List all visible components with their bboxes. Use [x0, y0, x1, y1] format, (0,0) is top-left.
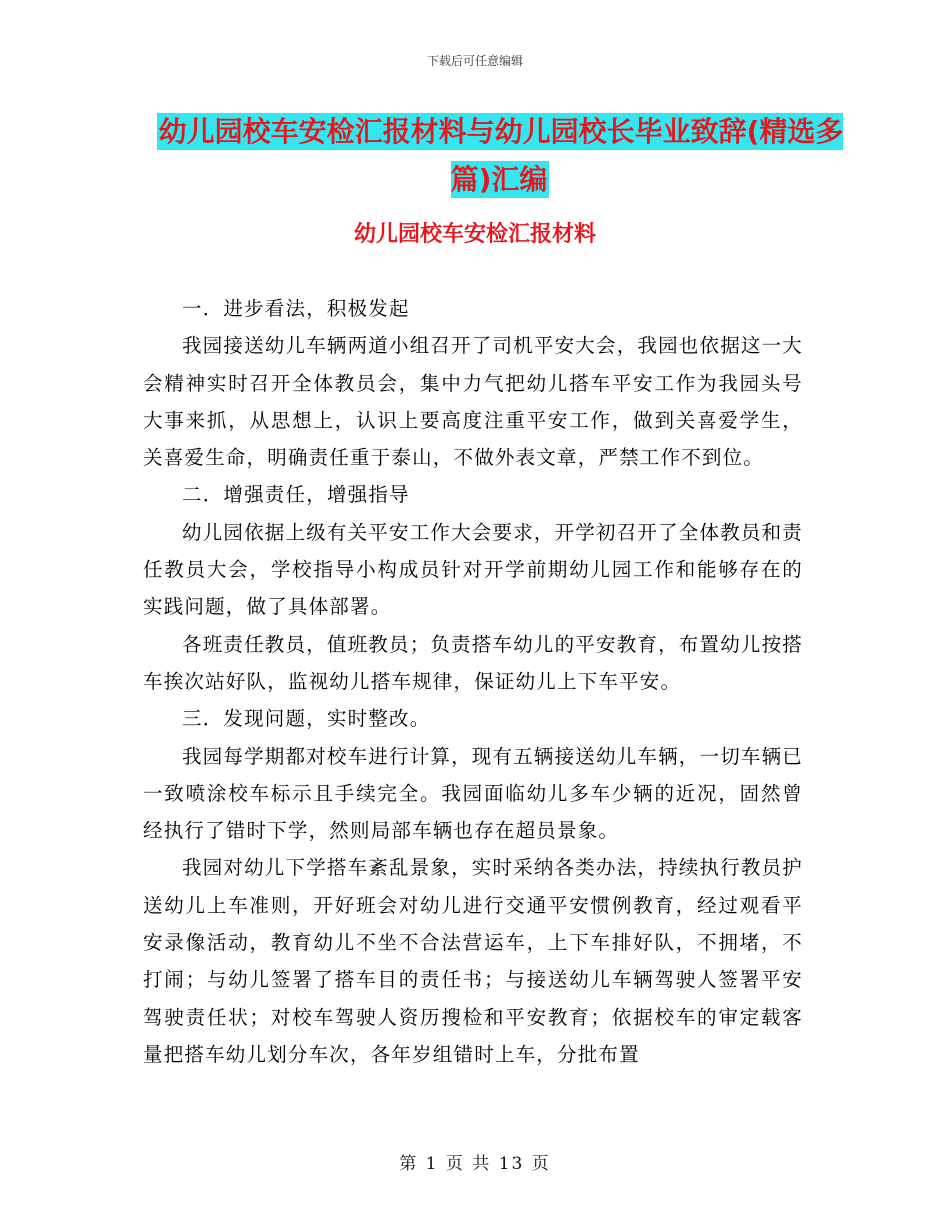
section-title: 幼儿园校车安检汇报材料	[353, 222, 596, 247]
header-note: 下载后可任意编辑	[426, 54, 523, 68]
paragraph: 我园每学期都对校车进行计算，现有五辆接送幼儿车辆，一切车辆已一致喷涂校车标示且手续完全。我园面临幼儿多车少辆的近况，固然曾经执行了错时下学，然则局部车辆也存在超员景象。	[143, 744, 804, 843]
paragraph: 我园接送幼儿车辆两道小组召开了司机平安大会，我园也依据这一大会精神实时召开全体教员会，集中力气把幼儿搭车平安工作为我园头号大事来抓，从思想上，认识上要高度注重平安工作，做到关喜爱学生，关喜爱生命，明确责任重于泰山，不做外表文章，严禁工作不到位。	[143, 334, 804, 470]
paragraph: 幼儿园依据上级有关平安工作大会要求，开学初召开了全体教员和责任教员大会，学校指导小构成员针对开学前期幼儿园工作和能够存在的实践问题，做了具体部署。	[143, 520, 804, 619]
document-title	[150, 108, 850, 204]
page-footer: 第 1 页 共 13 页	[399, 1154, 551, 1174]
document-title-text: 幼儿园校车安检汇报材料与幼儿园校长毕业致辞(精选多篇)汇编	[158, 115, 844, 196]
document-body	[143, 290, 803, 1073]
paragraph: 各班责任教员，值班教员；负责搭车幼儿的平安教育，布置幼儿按搭车挨次站好队，监视幼儿搭车规律，保证幼儿上下车平安。	[143, 632, 804, 693]
paragraph-heading-2: 二．增强责任，增强指导	[182, 483, 410, 507]
paragraph-heading-3: 三．发现问题，实时整改。	[182, 707, 431, 731]
paragraph: 我园对幼儿下学搭车紊乱景象，实时采纳各类办法，持续执行教员护送幼儿上车准则，开好班会对幼儿进行交通平安惯例教育，经过观看平安录像活动，教育幼儿不坐不合法营运车，上下车排好队，不拥堵，不打闹；与幼儿签署了搭车目的责任书；与接送幼儿车辆驾驶人签署平安驾驶责任状；对校车驾驶人资历搜检和平安教育；依据校车的审定载客量把搭车幼儿划分车次，各年岁组错时上车，分批布置	[143, 856, 804, 1066]
paragraph-heading-1: 一．进步看法，积极发起	[182, 297, 410, 320]
